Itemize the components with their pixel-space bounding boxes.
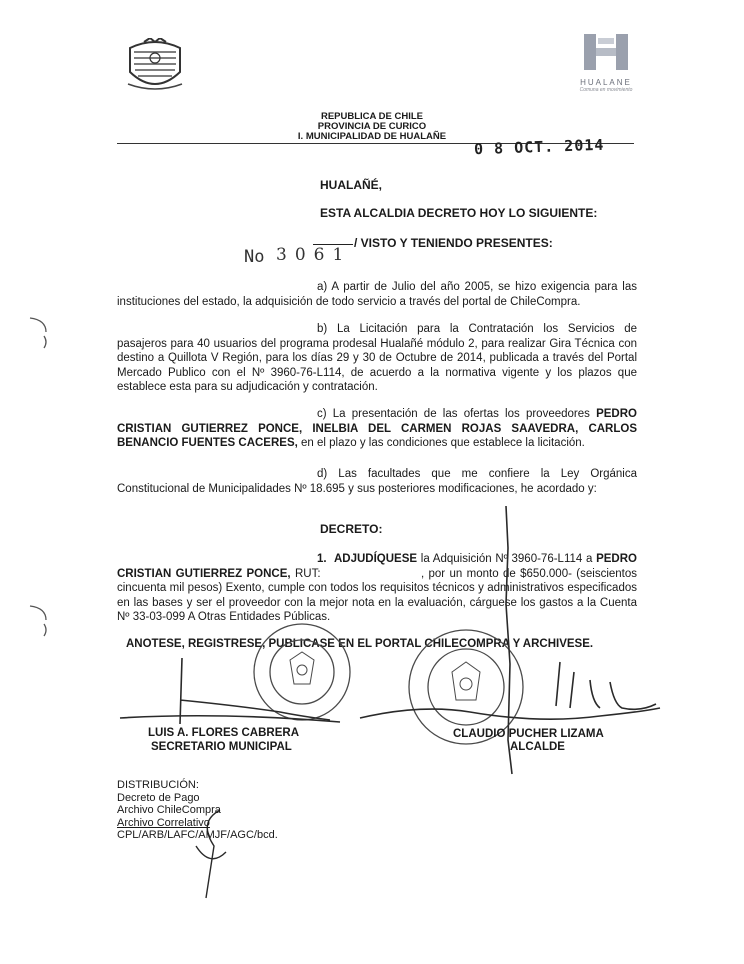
header-republic: REPUBLICA DE CHILE bbox=[320, 111, 424, 122]
consideration-c-lead: c) La presentación de las ofertas los proveedores bbox=[317, 408, 590, 420]
consideration-b-text: b) La Licitación para la Contratación los Servicios de pasajeros para 40 usuarios del programa prodesal Hualañé módulo 2, para realizar Gira Técnica con destino a Quillota V Región, para los días 29 y 30 de Octubre de 2014, publicada a través del Portal Mercado Publico con el Nº 3960-76-L114, de acuerdo a la normativa vigente y los plazos que establece esta para su adjudicación y contratación. bbox=[117, 323, 637, 393]
decree-item-number: 1. bbox=[317, 553, 327, 565]
logo-tagline: Comuna en movimiento bbox=[579, 87, 633, 93]
right-signer-name: CLAUDIO PUCHER LIZAMA bbox=[453, 728, 604, 740]
left-signer-title: SECRETARIO MUNICIPAL bbox=[151, 741, 292, 753]
visto-heading: / VISTO Y TENIENDO PRESENTES: bbox=[354, 236, 553, 250]
consideration-c-tail: en el plazo y las condiciones que establece la licitación. bbox=[301, 437, 585, 449]
consideration-d-text: d) Las facultades que me confiere la Ley Orgánica Constitucional de Municipalidades Nº 18.695 y sus posteriores modificaciones, he acordado y: bbox=[117, 468, 637, 495]
distribution-item: Archivo Correlativo bbox=[117, 816, 210, 829]
decree-item-text1: la Adquisición Nº 3960-76-L114 a bbox=[420, 553, 593, 565]
decree-awardee: PEDRO CRISTIAN GUTIERREZ PONCE, bbox=[117, 553, 637, 580]
distribution-item: Decreto de Pago bbox=[117, 791, 200, 804]
margin-mark-1 bbox=[30, 318, 46, 348]
right-signer-title: ALCALDE bbox=[510, 741, 565, 753]
decree-number-label: No bbox=[244, 247, 265, 267]
decree-number: 3061 bbox=[276, 245, 352, 265]
decree-item-verb: ADJUDÍQUESE bbox=[334, 553, 418, 565]
closing-line: ANOTESE, REGISTRESE, PUBLICASE EN EL PORTAL CHILECOMPRA Y ARCHIVESE. bbox=[126, 638, 594, 650]
distribution-block bbox=[117, 779, 278, 842]
header-municipality: I. MUNICIPALIDAD DE HUALAÑE bbox=[297, 131, 447, 142]
logo-name: HUALANE bbox=[580, 78, 632, 87]
margin-mark-2 bbox=[30, 606, 46, 636]
place-heading: HUALAÑÉ, bbox=[320, 178, 382, 192]
distribution-item: Archivo ChileCompra bbox=[117, 804, 221, 817]
rut-label: RUT: bbox=[294, 567, 321, 580]
consideration-c-providers: PEDRO CRISTIAN GUTIERREZ PONCE, INELBIA DEL CARMEN ROJAS SAAVEDRA, CARLOS BENANCIO FUENTES CACERES, bbox=[117, 408, 637, 449]
left-signer-name: LUIS A. FLORES CABRERA bbox=[148, 727, 299, 739]
date-stamp: 0 8 OCT. 2014 bbox=[473, 135, 605, 159]
consideration-a-text: a) A partir de Julio del año 2005, se hizo exigencia para las instituciones del estado, la adquisición de todo servicio a través del portal de ChileCompra. bbox=[117, 281, 637, 308]
header-province: PROVINCIA DE CURICO bbox=[317, 121, 427, 132]
decree-heading: DECRETO: bbox=[320, 522, 383, 536]
distribution-title: DISTRIBUCIÓN: bbox=[117, 779, 199, 791]
distribution-item: CPL/ARB/LAFC/AMJF/AGC/bcd. bbox=[117, 829, 278, 842]
decree-item-text2: , por un monto de $650.000- (seiscientos cincuenta mil pesos) Exento, cumple con todos los requisitos técnicos y administrativos especificados en las bases y ser el proveedor con la mejor nota en la evaluación, cárguese los gastos a la Cuenta Nº 33-03-099 A Otras Entidades Públicas. bbox=[117, 567, 638, 623]
left-seal bbox=[254, 624, 350, 720]
decree-intro: ESTA ALCALDIA DECRETO HOY LO SIGUIENTE: bbox=[320, 206, 598, 220]
